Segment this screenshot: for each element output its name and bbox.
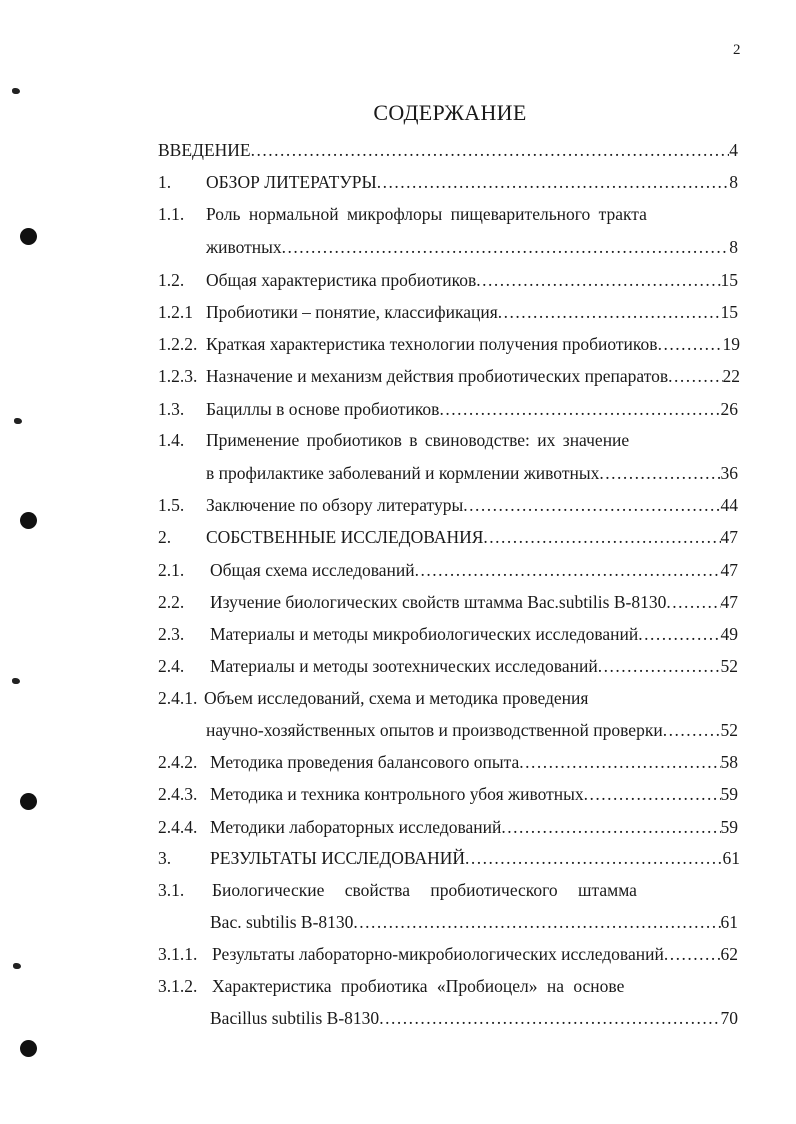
toc-entry-label: Объем исследований, схема и методика проведения xyxy=(204,688,589,708)
toc-entry-number: 1.2.1 xyxy=(158,302,193,322)
toc-entry-number: 1. xyxy=(158,172,172,192)
toc-entry[interactable] xyxy=(158,268,738,292)
toc-entry[interactable] xyxy=(158,525,738,549)
toc-entry-number: 3.1. xyxy=(158,880,185,900)
toc-entry[interactable] xyxy=(158,170,738,194)
toc-entry-page: 4 xyxy=(729,140,738,160)
toc-entry[interactable] xyxy=(158,590,738,614)
toc-entry-number: 1.1. xyxy=(158,204,185,224)
toc-entry-label: Краткая характеристика технологии получения пробиотиков xyxy=(206,334,658,354)
toc-entry-number: 1.2.2. xyxy=(158,334,198,354)
toc-entry[interactable] xyxy=(158,782,738,806)
toc-entry-label: Пробиотики – понятие, классификация xyxy=(206,302,498,322)
toc-entry[interactable] xyxy=(158,815,738,839)
toc-entry[interactable] xyxy=(158,332,740,356)
toc-entry-label: Материалы и методы микробиологических исследований xyxy=(210,624,639,644)
toc-entry[interactable] xyxy=(158,846,740,870)
toc-entry-continuation[interactable] xyxy=(210,910,738,934)
toc-entry[interactable] xyxy=(158,654,738,678)
toc-entry-label: РЕЗУЛЬТАТЫ ИССЛЕДОВАНИЙ xyxy=(210,848,466,868)
toc-entry-page: 47 xyxy=(720,560,738,580)
toc-entry-page: 52 xyxy=(720,656,738,676)
toc-entry-number: 2.4.4. xyxy=(158,817,198,837)
toc-entry-label-cont: Bac. subtilis B-8130 xyxy=(210,912,354,932)
toc-entry-number: 2.4.1. xyxy=(158,688,198,708)
toc-entry-page: 22 xyxy=(722,366,740,386)
toc-entry-page: 52 xyxy=(720,720,738,740)
toc-entry-label-cont: Bacillus subtilis B-8130 xyxy=(210,1008,380,1028)
toc-entry-label: Общая характеристика пробиотиков xyxy=(206,270,477,290)
toc-entry-page: 61 xyxy=(720,912,738,932)
toc-entry-number: 1.3. xyxy=(158,399,185,419)
toc-entry-label-cont: животных xyxy=(206,237,282,257)
toc-entry[interactable] xyxy=(158,750,738,774)
toc-entry-label: Общая схема исследований xyxy=(210,560,415,580)
toc-entry-number: 2.4.3. xyxy=(158,784,198,804)
toc-entry[interactable] xyxy=(158,493,738,517)
toc-entry-continuation[interactable] xyxy=(206,461,738,485)
toc-entry-number: 2.4.2. xyxy=(158,752,198,772)
toc-entry-label: Изучение биологических свойств штамма Bac.subtilis B-8130 xyxy=(210,592,667,612)
toc-entry-number: 1.2. xyxy=(158,270,185,290)
toc-entry-page: 58 xyxy=(720,752,738,772)
toc-entry-label: Методики лабораторных исследований xyxy=(210,817,502,837)
toc-entry-label-cont: научно-хозяйственных опытов и производственной проверки xyxy=(206,720,663,740)
toc-entry-continuation[interactable] xyxy=(210,1006,738,1030)
toc-entry-label: Материалы и методы зоотехнических исследований xyxy=(210,656,598,676)
toc-entry-label: Применение пробиотиков в свиноводстве: их значение xyxy=(206,430,630,450)
toc-entry-number: 3.1.1. xyxy=(158,944,198,964)
toc-entry-number: 3.1.2. xyxy=(158,976,198,996)
toc-entry-page: 47 xyxy=(720,527,738,547)
toc-entry-page: 15 xyxy=(720,270,738,290)
toc-entry[interactable] xyxy=(158,364,740,388)
toc-entry-page: 8 xyxy=(729,172,738,192)
toc-entry-continuation[interactable] xyxy=(206,718,738,742)
toc-entry-page: 61 xyxy=(722,848,740,868)
toc-entry-page: 70 xyxy=(720,1008,738,1028)
toc-entry-page: 62 xyxy=(720,944,738,964)
toc-entry-label: Результаты лабораторно-микробиологических исследований xyxy=(212,944,664,964)
toc-entry-continuation[interactable] xyxy=(206,235,738,259)
toc-entry-number: 1.4. xyxy=(158,430,185,450)
toc-entry-page: 47 xyxy=(720,592,738,612)
toc-entry-number: 1.2.3. xyxy=(158,366,198,386)
toc-entry[interactable] xyxy=(158,397,738,421)
toc-entry-label: Назначение и механизм действия пробиотических препаратов xyxy=(206,366,669,386)
page-number: 2 xyxy=(733,42,741,58)
toc-entry-label-cont: в профилактике заболеваний и кормлении животных xyxy=(206,463,600,483)
toc-entry[interactable] xyxy=(158,428,738,452)
toc-entry-label: Характеристика пробиотика «Пробиоцел» на основе xyxy=(212,976,625,996)
toc-entry-number: 1.5. xyxy=(158,495,185,515)
toc-entry-label: СОБСТВЕННЫЕ ИССЛЕДОВАНИЯ xyxy=(206,527,484,547)
toc-entry-number: 2.3. xyxy=(158,624,185,644)
toc-entry-page: 15 xyxy=(720,302,738,322)
toc-entry-page: 49 xyxy=(720,624,738,644)
toc-entry-label: Биологические свойства пробиотического штамма xyxy=(212,880,637,900)
toc-entry-number: 3. xyxy=(158,848,172,868)
toc-entry[interactable] xyxy=(158,202,738,226)
toc-entry[interactable] xyxy=(158,942,738,966)
toc-entry-label: ОБЗОР ЛИТЕРАТУРЫ xyxy=(206,172,377,192)
toc-entry-page: 26 xyxy=(720,399,738,419)
toc-entry-label: Роль нормальной микрофлоры пищеварительного тракта xyxy=(206,204,647,224)
toc-entry-label: Заключение по обзору литературы xyxy=(206,495,464,515)
toc-entry[interactable] xyxy=(158,878,738,902)
toc-entry-label: ВВЕДЕНИЕ xyxy=(158,140,251,160)
toc-title: СОДЕРЖАНИЕ xyxy=(373,100,527,125)
toc-entry-label: Бациллы в основе пробиотиков xyxy=(206,399,440,419)
toc-entry-page: 59 xyxy=(720,817,738,837)
toc-entry-page: 44 xyxy=(720,495,738,515)
toc-entry-number: 2.4. xyxy=(158,656,185,676)
toc-entry-number: 2.1. xyxy=(158,560,185,580)
toc-entry-page: 59 xyxy=(720,784,738,804)
toc-entry-page: 8 xyxy=(729,237,738,257)
toc-entry[interactable] xyxy=(158,138,738,162)
toc-entry[interactable] xyxy=(158,558,738,582)
toc-entry[interactable] xyxy=(158,974,738,998)
toc-entry[interactable] xyxy=(158,622,738,646)
toc-entry[interactable] xyxy=(158,300,738,324)
toc-entry-number: 2. xyxy=(158,527,172,547)
toc-entry-page: 19 xyxy=(722,334,740,354)
toc-entry-page: 36 xyxy=(720,463,738,483)
toc-entry-label: Методика проведения балансового опыта xyxy=(210,752,520,772)
toc-entry-label: Методика и техника контрольного убоя животных xyxy=(210,784,584,804)
toc-entry-number: 2.2. xyxy=(158,592,185,612)
toc-entry[interactable] xyxy=(158,686,738,710)
